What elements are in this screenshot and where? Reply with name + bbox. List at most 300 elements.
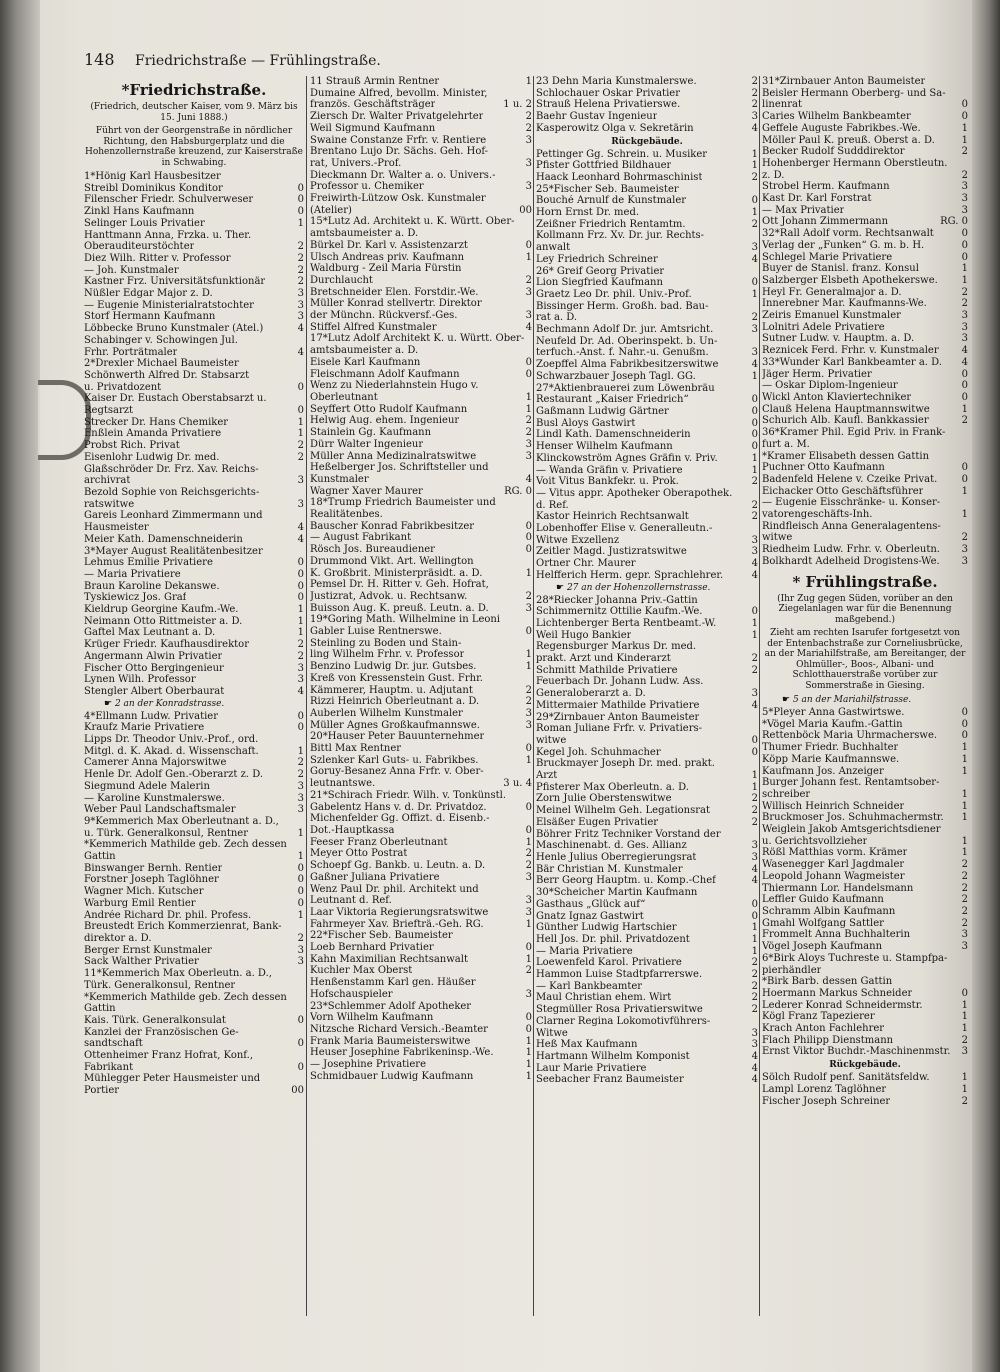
directory-entry: [762, 310, 968, 322]
entry-text: Löbbecke Bruno Kunstmaler (Atel.): [84, 323, 264, 335]
floor-number: [529, 263, 532, 275]
directory-entry: [536, 406, 758, 418]
directory-entry: [310, 287, 532, 299]
entry-text: schreiber: [762, 788, 811, 800]
entry-text: Weil Hugo Bankier: [536, 629, 632, 641]
entry-text: Badenfeld Helene v. Czeike Privat.: [762, 473, 938, 485]
directory-entry: [310, 439, 532, 451]
floor-number: 0: [297, 862, 304, 874]
directory-entry: [536, 1074, 758, 1086]
cross-reference-note: ☛ 27 an der Hohenzollernstrasse.: [536, 582, 758, 595]
floor-number: 00: [291, 1085, 304, 1097]
floor-number: 0: [525, 544, 532, 556]
directory-entry: [536, 535, 758, 547]
directory-entry: [536, 242, 758, 254]
entry-text: Lichtenberger Berta Rentbeamt.-W.: [536, 617, 717, 629]
floor-number: 3: [297, 498, 304, 510]
floor-number: 0: [961, 380, 968, 392]
floor-number: [755, 230, 758, 242]
directory-entry: [310, 942, 532, 954]
entry-text: Meyer Otto Postrat: [310, 848, 408, 860]
directory-entry: [310, 1036, 532, 1048]
entry-text: Elsäßer Eugen Privatier: [536, 816, 659, 828]
entry-text: Lehmus Emilie Privatiere: [84, 557, 213, 569]
directory-entry: [762, 439, 968, 451]
entry-text: — Max Privatier: [762, 204, 845, 216]
floor-number: 2: [961, 298, 968, 310]
entry-text: Justizrat, Advok. u. Rechtsanw.: [310, 590, 468, 602]
directory-entry: [310, 673, 532, 685]
directory-entry: [536, 1004, 758, 1016]
entry-text: Zeißner Friedrich Rentamtm.: [536, 218, 686, 230]
directory-entry: [310, 345, 532, 357]
floor-number: 2: [525, 590, 532, 602]
directory-entry: [310, 544, 532, 556]
directory-entry: [310, 240, 532, 252]
floor-number: [301, 335, 304, 347]
directory-entry: [310, 731, 532, 743]
directory-entry: [536, 511, 758, 523]
floor-number: 2: [751, 99, 758, 111]
floor-number: 0: [297, 1038, 304, 1050]
entry-text: Schwarzbauer Joseph Tagl. GG.: [536, 370, 696, 382]
floor-number: 2: [751, 218, 758, 230]
directory-entry: [762, 521, 968, 533]
entry-text: linenrat: [762, 99, 802, 111]
directory-entry: [536, 723, 758, 735]
floor-number: 0: [525, 1012, 532, 1024]
directory-entry: [762, 707, 968, 719]
column-rule: [306, 76, 307, 1316]
directory-entry: [310, 837, 532, 849]
directory-entry: [310, 1071, 532, 1083]
floor-number: 1: [961, 765, 968, 777]
directory-entry: [310, 123, 532, 135]
directory-entry: [762, 427, 968, 439]
floor-number: 1: [751, 945, 758, 957]
directory-entry: [310, 755, 532, 767]
column-4: [762, 76, 968, 1326]
entry-text: Ley Friedrich Schreiner: [536, 253, 658, 265]
floor-number: [529, 930, 532, 942]
entry-text: Helfferich Herm. gepr. Sprachlehrer.: [536, 569, 724, 581]
floor-number: 2: [297, 933, 304, 944]
directory-entry: [84, 218, 304, 230]
entry-text: 17*Lutz Adolf Architekt K. u. Württ. Ober-: [310, 333, 525, 345]
entry-text: Probst Rich. Privat: [84, 440, 180, 452]
directory-entry: [536, 465, 758, 477]
section-subheading: Rückgebäude.: [829, 1060, 901, 1071]
floor-number: 0: [525, 626, 532, 638]
floor-number: 0: [525, 532, 532, 544]
directory-entry: [536, 289, 758, 301]
floor-number: 2: [297, 440, 304, 452]
floor-number: 3: [751, 852, 758, 863]
floor-number: [965, 953, 968, 965]
floor-number: [965, 965, 968, 977]
floor-number: 0: [961, 368, 968, 380]
entry-text: Breustedt Erich Kommerzienrat, Bank-: [84, 921, 282, 933]
floor-number: [965, 76, 968, 88]
entry-text: Thumer Friedr. Buchhalter: [762, 742, 899, 754]
entry-text: Dot.-Hauptkassa: [310, 825, 395, 836]
directory-entry: [762, 906, 968, 918]
directory-entry: [84, 440, 304, 452]
directory-entry: [762, 228, 968, 240]
floor-number: 3: [525, 157, 532, 169]
entry-text: Loeb Bernhard Privatier: [310, 942, 434, 954]
floor-number: 0: [297, 580, 304, 592]
entry-text: Weiglein Jakob Amtsgerichtsdiener: [762, 824, 941, 836]
directory-entry: [84, 382, 304, 394]
floor-number: [301, 1027, 304, 1039]
entry-text: Lolnitri Adele Privatiere: [762, 321, 885, 333]
directory-entry: [536, 324, 758, 336]
entry-text: Wasenegger Karl Jagdmaler: [762, 859, 905, 871]
entry-text: 15*Lutz Ad. Architekt u. K. Württ. Ober-: [310, 216, 515, 228]
floor-number: 0: [961, 473, 968, 485]
entry-text: Zeitler Magd. Justizratswitwe: [536, 546, 687, 558]
floor-number: 4: [961, 356, 968, 368]
directory-entry: [762, 333, 968, 345]
floor-number: 4: [961, 345, 968, 357]
floor-number: 2: [751, 76, 758, 87]
directory-entry: [84, 886, 304, 898]
floor-number: 0: [525, 239, 532, 251]
entry-text: Maul Christian ehem. Wirt: [536, 992, 672, 1004]
directory-entry: [310, 146, 532, 158]
entry-text: Böhrer Fritz Techniker Vorstand der: [536, 828, 721, 840]
floor-number: 2: [297, 650, 304, 662]
directory-entry: [762, 252, 968, 264]
directory-entry: [762, 965, 968, 977]
floor-number: [755, 595, 758, 607]
floor-number: 0: [297, 710, 304, 722]
directory-entry: [84, 475, 304, 487]
floor-number: 0: [525, 942, 532, 954]
directory-entry: [84, 276, 304, 288]
entry-text: 31*Zirnbauer Anton Baumeister: [762, 76, 926, 87]
directory-entry: [84, 1050, 304, 1062]
floor-number: 3: [751, 840, 758, 852]
floor-number: 0: [961, 462, 968, 474]
floor-number: 1: [525, 661, 532, 673]
directory-entry: [84, 781, 304, 793]
entry-text: Henßenstamm Karl gen. Häußer: [310, 977, 476, 989]
entry-text: Dieckmann Dr. Walter a. o. Univers.-: [310, 169, 496, 181]
directory-entry: [536, 76, 758, 88]
entry-text: Salzberger Elsbeth Apothekerswe.: [762, 274, 938, 286]
floor-number: [301, 1050, 304, 1062]
directory-entry: [762, 263, 968, 275]
entry-text: Meinel Wilhelm Geh. Legationsrat: [536, 805, 711, 817]
floor-number: 0: [751, 394, 758, 406]
directory-entry: [536, 817, 758, 829]
floor-number: 3: [525, 871, 532, 883]
entry-text: Kreß von Kressenstein Gust. Frhr.: [310, 672, 483, 684]
entry-text: — Karl Bankbeamter: [536, 980, 643, 992]
directory-entry: [310, 603, 532, 615]
floor-number: 2: [751, 816, 758, 828]
directory-entry: [762, 988, 968, 1000]
floor-number: 0: [297, 722, 304, 734]
floor-number: 3 u. 4: [503, 778, 532, 790]
entry-text: Wickl Anton Klaviertechniker: [762, 391, 912, 403]
entry-text: Bouché Arnulf de Kunstmaler: [536, 195, 687, 207]
entry-text: Neimann Otto Rittmeister a. D.: [84, 615, 243, 627]
directory-entry: [762, 1084, 968, 1096]
floor-number: [965, 777, 968, 789]
directory-entry: [536, 992, 758, 1004]
floor-number: 0: [297, 897, 304, 909]
directory-entry: [310, 1059, 532, 1071]
directory-entry: [762, 719, 968, 731]
entry-text: Kollmann Frz. Xv. Dr. jur. Rechts-: [536, 230, 705, 242]
entry-text: Berger Ernst Kunstmaler: [84, 944, 212, 956]
entry-text: Neufeld Dr. Ad. Oberinspekt. b. Un-: [536, 335, 718, 347]
entry-text: K. Großbrit. Ministerpräsidt. a. D.: [310, 567, 483, 579]
directory-entry: [310, 298, 532, 310]
directory-entry: [536, 793, 758, 805]
directory-entry: [762, 1046, 968, 1058]
entry-text: Dürr Walter Ingenieur: [310, 438, 424, 450]
floor-number: 3: [961, 544, 968, 556]
entry-text: prakt. Arzt und Kinderarzt: [536, 653, 671, 665]
floor-number: 2: [751, 511, 758, 523]
floor-number: 1: [297, 745, 304, 757]
floor-number: 2: [961, 870, 968, 882]
floor-number: RG. 0: [940, 216, 968, 228]
directory-entry: [310, 532, 532, 544]
directory-entry: [762, 135, 968, 147]
floor-number: 1: [961, 403, 968, 415]
directory-entry: [536, 899, 758, 911]
entry-text: Bauscher Konrad Fabrikbesitzer: [310, 520, 475, 532]
entry-text: witwe: [536, 734, 567, 746]
entry-text: Krüger Friedr. Kaufhausdirektor: [84, 639, 249, 651]
directory-entry: [84, 335, 304, 347]
entry-text: 27*Aktienbrauerei zum Löwenbräu: [536, 382, 715, 394]
entry-text: Kraufz Marie Privatiere: [84, 722, 205, 734]
entry-text: Müller Konrad stellvertr. Direktor: [310, 298, 482, 310]
entry-text: Gaftel Max Leutnant a. D.: [84, 627, 216, 639]
floor-number: 0: [297, 874, 304, 886]
floor-number: [529, 380, 532, 392]
entry-text: 23*Schlemmer Adolf Apotheker: [310, 1000, 472, 1012]
directory-entry: [84, 674, 304, 686]
entry-text: Henser Wilhelm Kaufmann: [536, 441, 673, 453]
directory-entry: [762, 859, 968, 871]
floor-number: 1: [961, 999, 968, 1011]
floor-number: [301, 358, 304, 370]
floor-number: 1: [525, 391, 532, 403]
entry-text: Roman Juliane Frfr. v. Privatiers-: [536, 723, 702, 735]
directory-entry: [762, 730, 968, 742]
directory-entry: [84, 253, 304, 265]
floor-number: 1: [525, 76, 532, 87]
directory-entry: [536, 712, 758, 724]
floor-number: 1: [297, 615, 304, 627]
floor-number: 2: [297, 757, 304, 769]
floor-number: 3: [297, 475, 304, 487]
directory-entry: [762, 170, 968, 182]
directory-entry: [762, 1011, 968, 1023]
directory-entry: [310, 228, 532, 240]
directory-entry: [762, 777, 968, 789]
directory-entry: [536, 840, 758, 852]
entry-text: 3*Mayer August Realitätenbesitzer: [84, 545, 263, 557]
floor-number: [529, 88, 532, 100]
floor-number: [755, 1016, 758, 1028]
directory-entry: [310, 205, 532, 217]
directory-entry: [762, 941, 968, 953]
entry-text: Kanzlei der Französischen Ge-: [84, 1026, 239, 1038]
directory-entry: [84, 183, 304, 195]
column-1: [84, 76, 304, 1326]
floor-number: 1: [297, 851, 304, 863]
directory-entry: [536, 523, 758, 535]
floor-number: 3: [961, 181, 968, 193]
directory-entry: [310, 193, 532, 205]
floor-number: 2: [525, 965, 532, 977]
directory-entry: [762, 742, 968, 754]
entry-text: Pfisterer Max Oberleutn. a. D.: [536, 781, 689, 793]
directory-entry: [310, 696, 532, 708]
directory-entry: [762, 766, 968, 778]
directory-entry: [84, 581, 304, 593]
entry-text: Frhr. Porträtmaler: [84, 346, 178, 358]
entry-text: — Vitus appr. Apotheker Oberapothek.: [536, 487, 733, 499]
entry-text: 1*Hönig Karl Hausbesitzer: [84, 171, 221, 182]
entry-text: Heyl Fr. Generalmajor a. D.: [762, 286, 902, 298]
floor-number: 2: [525, 122, 532, 134]
directory-entry: [310, 802, 532, 814]
entry-text: 11*Kemmerich Max Oberleutn. a. D.,: [84, 968, 272, 980]
entry-text: Vorn Wilhelm Kaufmann: [310, 1012, 434, 1024]
floor-number: 4: [297, 346, 304, 358]
entry-text: — Maria Privatiere: [536, 945, 633, 957]
page-header: [84, 50, 784, 72]
entry-text: terfuch.-Anst. f. Nahr.-u. Genußm.: [536, 347, 709, 359]
entry-text: direktor a. D.: [84, 933, 152, 944]
street-description: Führt von der Georgenstraße in nördlicher Richtung, den Habsburgerplatz und die Hohenzollernstraße kreuzend, zur Kaiserstraße in Schwabing.: [84, 126, 303, 168]
entry-text: Berr Georg Hauptm. u. Komp.-Chef: [536, 875, 716, 887]
entry-text: — August Fabrikant: [310, 532, 412, 544]
entry-text: Bolkhardt Adelheid Drogistens-We.: [762, 555, 940, 567]
entry-text: Loewenfeld Karol. Privatiere: [536, 957, 682, 969]
floor-number: 3: [297, 288, 304, 300]
directory-entry: [84, 428, 304, 440]
entry-text: Hausmeister: [84, 522, 149, 534]
floor-number: 3: [961, 193, 968, 205]
entry-text: 20*Hauser Peter Bauunternehmer: [310, 731, 485, 743]
floor-number: [301, 464, 304, 476]
floor-number: [529, 333, 532, 345]
entry-text: Günther Ludwig Hartschier: [536, 922, 677, 934]
entry-text: Portier: [84, 1085, 120, 1097]
entry-text: Stengler Albert Oberbaurat: [84, 685, 225, 697]
floor-number: 3: [525, 707, 532, 719]
entry-text: pierhändler: [762, 964, 822, 976]
directory-entry: [536, 887, 758, 899]
entry-text: Bezold Sophie von Reichsgerichts-: [84, 486, 260, 498]
entry-text: Leutnant d. Ref.: [310, 895, 392, 907]
entry-text: archivrat: [84, 475, 131, 487]
entry-text: Zorn Julie Oberstenswitwe: [536, 793, 672, 805]
entry-text: Heßelberger Jos. Schriftsteller und: [310, 462, 489, 474]
directory-entry: [310, 954, 532, 966]
floor-number: 3: [751, 688, 758, 700]
entry-text: 6*Birk Aloys Tuchreste u. Stampfpa-: [762, 952, 948, 964]
directory-entry: [310, 322, 532, 334]
entry-text: Binswanger Bernh. Rentier: [84, 862, 223, 874]
floor-number: 3: [751, 347, 758, 359]
floor-number: 0: [751, 898, 758, 910]
directory-entry: [536, 957, 758, 969]
directory-entry: [536, 301, 758, 313]
floor-number: 1: [961, 263, 968, 275]
entry-text: Gmahl Wolfgang Sattler: [762, 917, 884, 929]
floor-number: 2: [525, 111, 532, 123]
entry-text: Stainlein Gg. Kaufmann: [310, 427, 432, 439]
directory-entry: [536, 606, 758, 618]
floor-number: 0: [961, 251, 968, 263]
entry-text: Meier Kath. Damenschneiderin: [84, 533, 243, 545]
entry-text: Möller Paul K. preuß. Oberst a. D.: [762, 134, 935, 146]
directory-entry: [84, 405, 304, 417]
column-3: [536, 76, 758, 1326]
floor-number: [965, 427, 968, 439]
entry-text: Henle Julius Oberregierungsrat: [536, 852, 697, 863]
directory-entry: [84, 816, 304, 828]
floor-number: 2: [751, 992, 758, 1004]
floor-number: [529, 193, 532, 205]
entry-text: Müller Agnes Großkaufmannswe.: [310, 719, 480, 731]
floor-number: 2: [961, 415, 968, 427]
floor-number: [529, 509, 532, 521]
directory-entry: [536, 172, 758, 184]
entry-text: Gnatz Ignaz Gastwirt: [536, 910, 644, 922]
floor-number: 2: [961, 146, 968, 158]
entry-text: Generaloberarzt a. D.: [536, 688, 646, 700]
column-2: [310, 76, 532, 1326]
floor-number: 1: [751, 617, 758, 629]
directory-entry: [762, 287, 968, 299]
floor-number: 2: [297, 264, 304, 276]
floor-number: 0: [961, 730, 968, 742]
directory-entry: [536, 595, 758, 607]
entry-text: Lipps Dr. Theodor Univ.-Prof., ord.: [84, 734, 259, 746]
floor-number: 4: [297, 533, 304, 545]
directory-entry: [84, 980, 304, 992]
floor-number: 0: [751, 441, 758, 453]
entry-text: Wagner Mich. Kutscher: [84, 886, 204, 898]
directory-entry: [762, 1096, 968, 1108]
floor-number: [529, 146, 532, 158]
entry-text: Pfister Gottfried Bildhauer: [536, 160, 672, 172]
floor-number: 2: [525, 274, 532, 286]
floor-number: 2: [961, 882, 968, 894]
entry-text: Brentano Lujo Dr. Sächs. Geh. Hof-: [310, 146, 489, 158]
floor-number: 2: [525, 696, 532, 708]
street-description: Zieht am rechten Isarufer fortgesetzt von der Entenbachstraße zur Corneliusbrücke, an der Mariahilfstraße, am Bereitanger, der Ohlmüller-, Boos-, Albani- und Schlotthauerstraße vorüber zur Sommerstraße in Giesing.: [764, 628, 966, 691]
entry-text: Ott Johann Zimmermann: [762, 216, 889, 228]
entry-text: Streibl Dominikus Konditor: [84, 182, 223, 194]
directory-entry: [536, 969, 758, 981]
directory-entry: [84, 1003, 304, 1015]
floor-number: 0: [297, 381, 304, 393]
entry-text: Kahn Maximilian Rechtsanwalt: [310, 953, 468, 965]
